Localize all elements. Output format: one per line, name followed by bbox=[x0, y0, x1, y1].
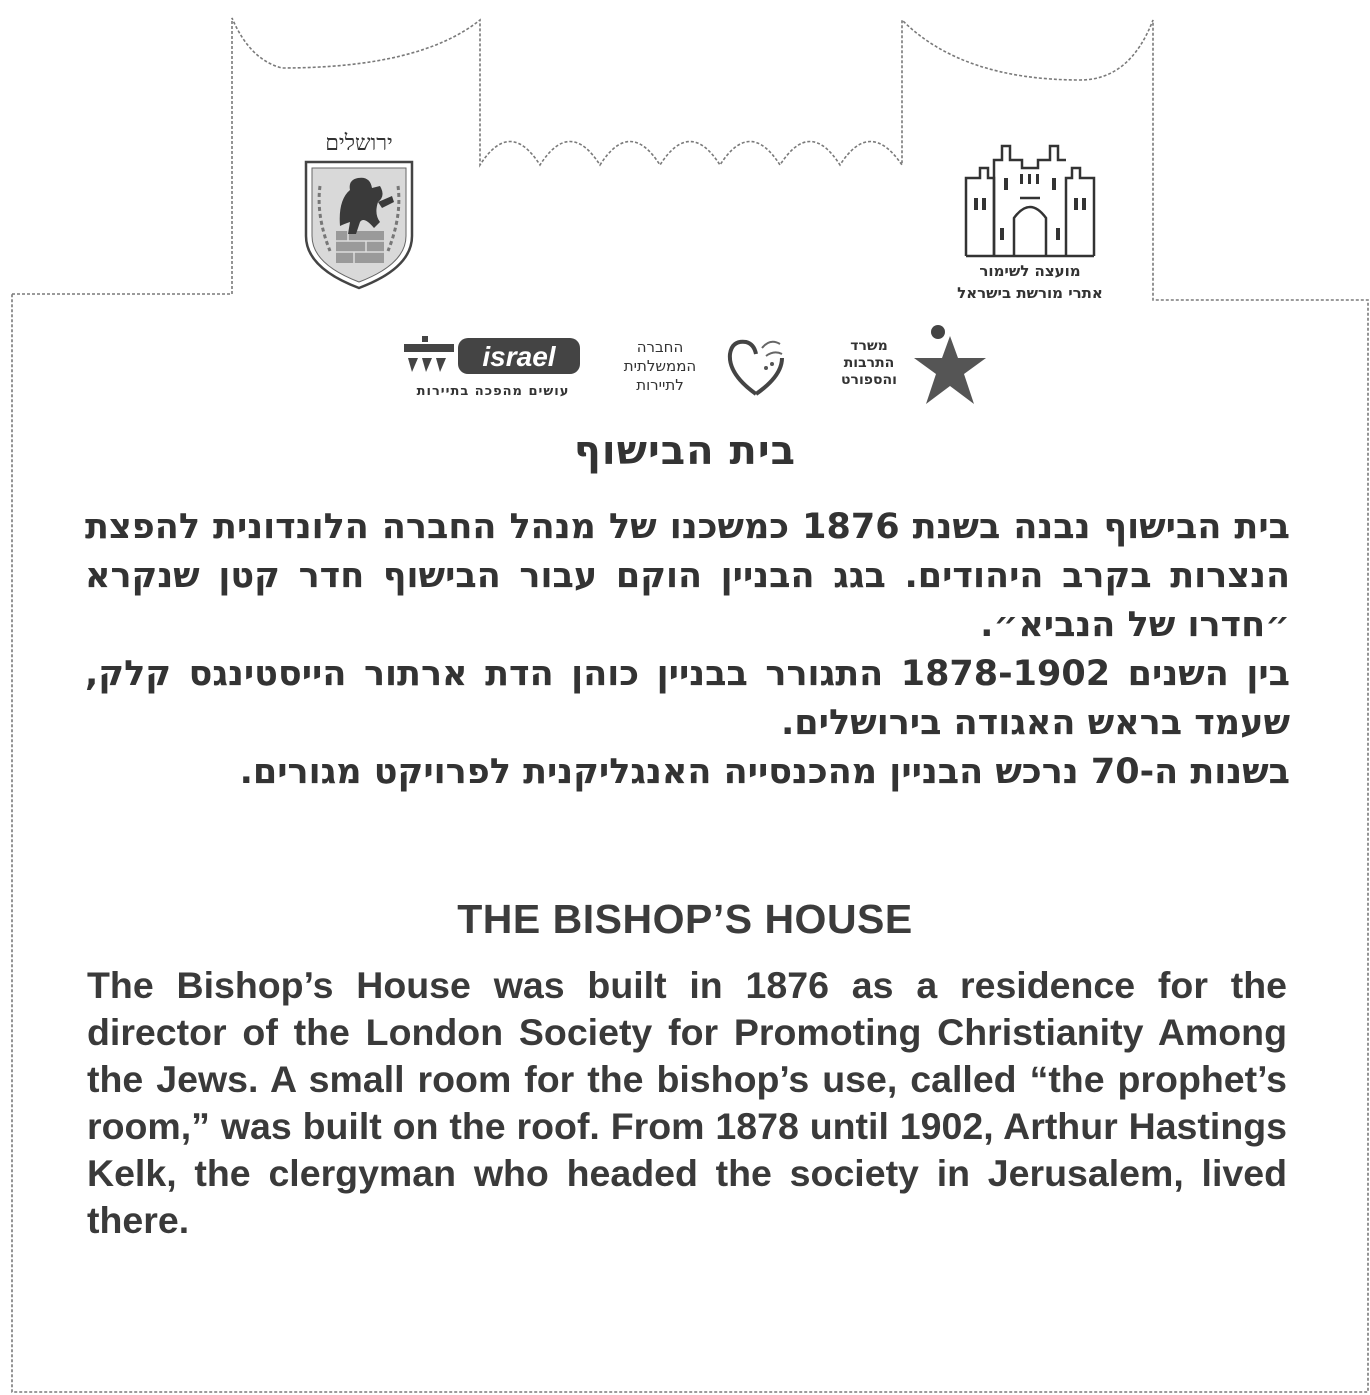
hebrew-body bbox=[85, 503, 1290, 797]
council-logo-line2: אתרי מורשת בישראל bbox=[957, 284, 1103, 302]
tourism-company-line3: לתיירות bbox=[636, 376, 684, 394]
hebrew-paragraph-3: בשנות ה-70 נרכש הבניין מהכנסייה האנגליקנית לפרויקט מגורים. bbox=[239, 752, 1290, 792]
ministry-logo-line1: משרד bbox=[850, 338, 888, 354]
tourism-company-logo bbox=[604, 334, 794, 404]
hebrew-title: בית הבישוף bbox=[573, 428, 797, 474]
israel-tourism-wordmark: israel bbox=[482, 341, 556, 372]
tourism-company-line2: הממשלתית bbox=[623, 357, 697, 375]
tourism-company-line1: החברה bbox=[636, 338, 684, 356]
castle-gate-icon bbox=[930, 138, 1130, 258]
jerusalem-logo-label: ירושלים bbox=[325, 131, 393, 156]
hebrew-paragraph-2: בין השנים 1878-1902 התגורר בבניין כוהן הדת ארתור הייסטינגס קלק, שעמד בראש האגודה בירושלים. bbox=[85, 654, 1291, 743]
english-body: The Bishop’s House was built in 1876 as a residence for the director of the London Society for Promoting Christianity Among the Jews. A small room for the bishop’s use, called “the prophet’s room,” was built on the roof. From 1878 until 1902, Arthur Hastings Kelk, the clergyman who headed the society in Jerusalem, lived there. bbox=[87, 964, 1287, 1241]
star-figure-icon bbox=[910, 322, 990, 412]
heart-mark-icon bbox=[722, 334, 792, 400]
ministry-logo bbox=[826, 322, 988, 412]
council-logo bbox=[930, 138, 1130, 308]
ministry-logo-line3: והספורט bbox=[841, 372, 897, 388]
hebrew-paragraph-1: בית הבישוף נבנה בשנת 1876 כמשכנו של מנהל החברה הלונדונית להפצת הנצרות בקרב היהודים. בגג הבניין הוקם עבור הבישוף חדר קטן שנקרא ״חדרו של הנביא״. bbox=[85, 507, 1290, 645]
council-logo-line1: מועצה לשימור bbox=[979, 262, 1081, 280]
jerusalem-logo bbox=[300, 130, 418, 295]
israel-tourism-tagline: עושים מהפכה בתיירות bbox=[416, 384, 570, 399]
israel-tourism-wordmark-icon bbox=[398, 332, 584, 380]
ministry-logo-line2: התרבות bbox=[843, 355, 895, 371]
jerusalem-lion-emblem-icon bbox=[300, 156, 418, 291]
english-title: THE BISHOP’S HOUSE bbox=[457, 896, 913, 942]
israel-tourism-logo bbox=[398, 332, 588, 402]
